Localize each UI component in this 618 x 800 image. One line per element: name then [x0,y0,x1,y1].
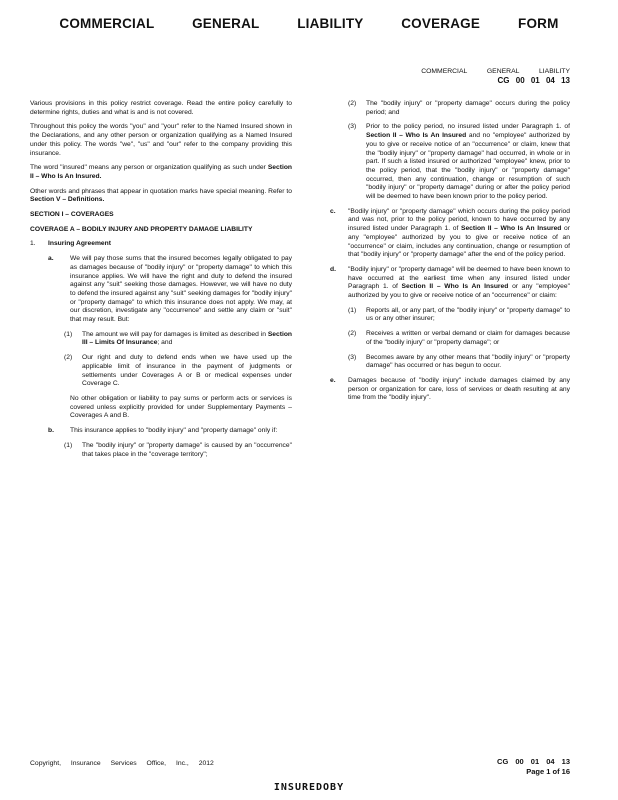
clause-label: (3) [348,353,357,361]
form-title: COMMERCIAL GENERAL LIABILITY COVERAGE FORM [59,16,559,31]
header-form-id [421,67,570,85]
clause-text: Reports all, or any part, of the "bodily injury" or "property damage" to us or any other insurer; [366,306,570,323]
intro-paragraph: Other words and phrases that appear in quotation marks have special meaning. Refer to Section V – Definitions. [30,187,292,204]
clause-e [330,377,570,403]
clause-b1 [30,442,292,459]
clause-label: (2) [64,354,73,362]
clause-text: We will pay those sums that the insured becomes legally obligated to pay as damages because of "bodily injury" or "property damage" to which this insurance applies. We will have the right and duty to defend the insured against any "suit" seeking those damages. However, we will have no duty to defend the insured against any "suit" seeking damages for "bodily injury" or "property damage" to which this insurance does not apply. We may, at our discretion, investigate any "occurrence" and settle any claim or "suit" that may result. But: [70,255,292,324]
intro-paragraph: Various provisions in this policy restrict coverage. Read the entire policy carefully to determine rights, duties and what is and is not covered. [30,100,292,116]
brand-watermark: INSUREDOBY [273,782,345,793]
clause-text: Becomes aware by any other means that "bodily injury" or "property damage" has occurred or has begun to occur. [366,353,570,370]
header-line: COMMERCIAL GENERAL LIABILITY [421,68,570,75]
clause-d2 [330,330,570,347]
insuring-agreement [30,240,292,249]
clause-text: The "bodily injury" or "property damage" occurs during the policy period; and [366,100,570,116]
clause-label: (2) [348,330,357,338]
clause-a [30,255,292,325]
intro-paragraph: Throughout this policy the words "you" and "your" refer to the Named Insured shown in the Declarations, and any other person or organization qualifying as a Named Insured under this policy. The words "we", "us" and "our" refer to the company providing this insurance. [30,123,292,157]
clause-text: No other obligation or liability to pay sums or perform acts or services is covered unless explicitly provided for under Supplementary Payments – Coverages A and B. [70,394,292,420]
clause-label: d. [330,265,336,273]
left-column [30,100,292,465]
clause-text: Damages because of "bodily injury" include damages claimed by any person or organization for care, loss of services or death resulting at any time from the "bodily injury". [348,376,570,402]
clause-label: (1) [64,330,73,338]
footer-form-number: CG 00 01 04 13 [497,757,570,766]
clause-label: (1) [64,441,73,449]
clause-a2 [30,354,292,389]
clause-b2 [330,100,570,117]
section-ref: Section V – Definitions. [30,196,105,204]
item-label: 1. [30,240,36,248]
coverage-heading: COVERAGE A – BODILY INJURY AND PROPERTY DAMAGE LIABILITY [30,225,253,233]
intro-paragraph: The word "insured" means any person or organization qualifying as such under Section II – Who Is An Insured. [30,164,292,180]
clause-label: b. [48,427,54,435]
section-ref: Section II – Who Is An Insured [366,132,467,140]
section-ref: Section II – Who Is An Insured [460,225,562,233]
copyright-notice: Copyright, Insurance Services Office, Inc., 2012 [30,760,214,767]
section-ref: Section II – Who Is An Insured [401,283,509,291]
clause-a1: (1) The amount we will pay for damages is limited as described in Section III – Limits Of Insurance; and [64,330,292,347]
clause-c: c. "Bodily injury" or "property damage" which occurs during the policy period and was not, prior to the policy period, known to have occurred by any insured listed under Paragraph 1. of Section II – Who Is An Insured or any "employee" authorized by you to give or receive notice of an "occurrence" or claim, includes any continuation, change or resumption of that "bodily injury" or "property damage" after the end of the policy period. [330,207,570,259]
header-form-number: CG 00 01 04 13 [497,76,570,85]
section-ref: Section III – Limits Of Insurance [82,330,292,347]
section-ref: Section II – Who Is An Insured. [30,164,292,180]
section-heading: SECTION I – COVERAGES [30,211,114,219]
clause-text: Our right and duty to defend ends when we have used up the applicable limit of insurance in the payment of judgments or settlements under Coverages A or B or medical expenses under Coverage C. [82,354,292,388]
clause-text: Receives a written or verbal demand or claim for damages because of the "bodily injury" or "property damage"; or [366,330,570,346]
clause-label: (3) [348,123,357,131]
clause-b [30,427,292,436]
page-number: Page 1 of 16 [526,767,570,776]
clause-d3 [330,354,570,371]
clause-label: (1) [348,306,357,314]
clause-label: e. [330,376,336,384]
item-title: Insuring Agreement [48,240,111,248]
clause-label: c. [330,207,336,215]
clause-text: This insurance applies to "bodily injury" and "property damage" only if: [70,427,278,435]
clause-text: The "bodily injury" or "property damage" is caused by an "occurrence" that takes place in the "coverage territory"; [82,441,292,458]
clause-label: a. [48,255,54,263]
clause-d: d. "Bodily injury" or "property damage" will be deemed to have been known to have occurred at the earliest time when any insured listed under Paragraph 1. of Section II – Who Is An Insured or any "employee" authorized by you to give or receive notice of an "occurrence" or claim: [330,265,570,300]
right-column [330,100,570,409]
footer-page-info [497,757,570,777]
clause-d1 [330,307,570,324]
clause-b3: (3) Prior to the policy period, no insured listed under Paragraph 1. of Section II – Who Is An Insured and no "employee" authorized by you to give or receive notice of an "occurrence" or claim, knew that the "bodily injury" or "property damage" had occurred, in whole or in part. If such a listed insured or authorized "employee" knew, prior to the policy period, that the "bodily injury" or "property damage" occurred, then any continuation, change or resumption of such "bodily injury" or "property damage" during or after the policy period will be deemed to have been known prior to the policy period. [348,123,570,201]
no-other-obligation [30,395,292,421]
clause-label: (2) [348,100,357,107]
